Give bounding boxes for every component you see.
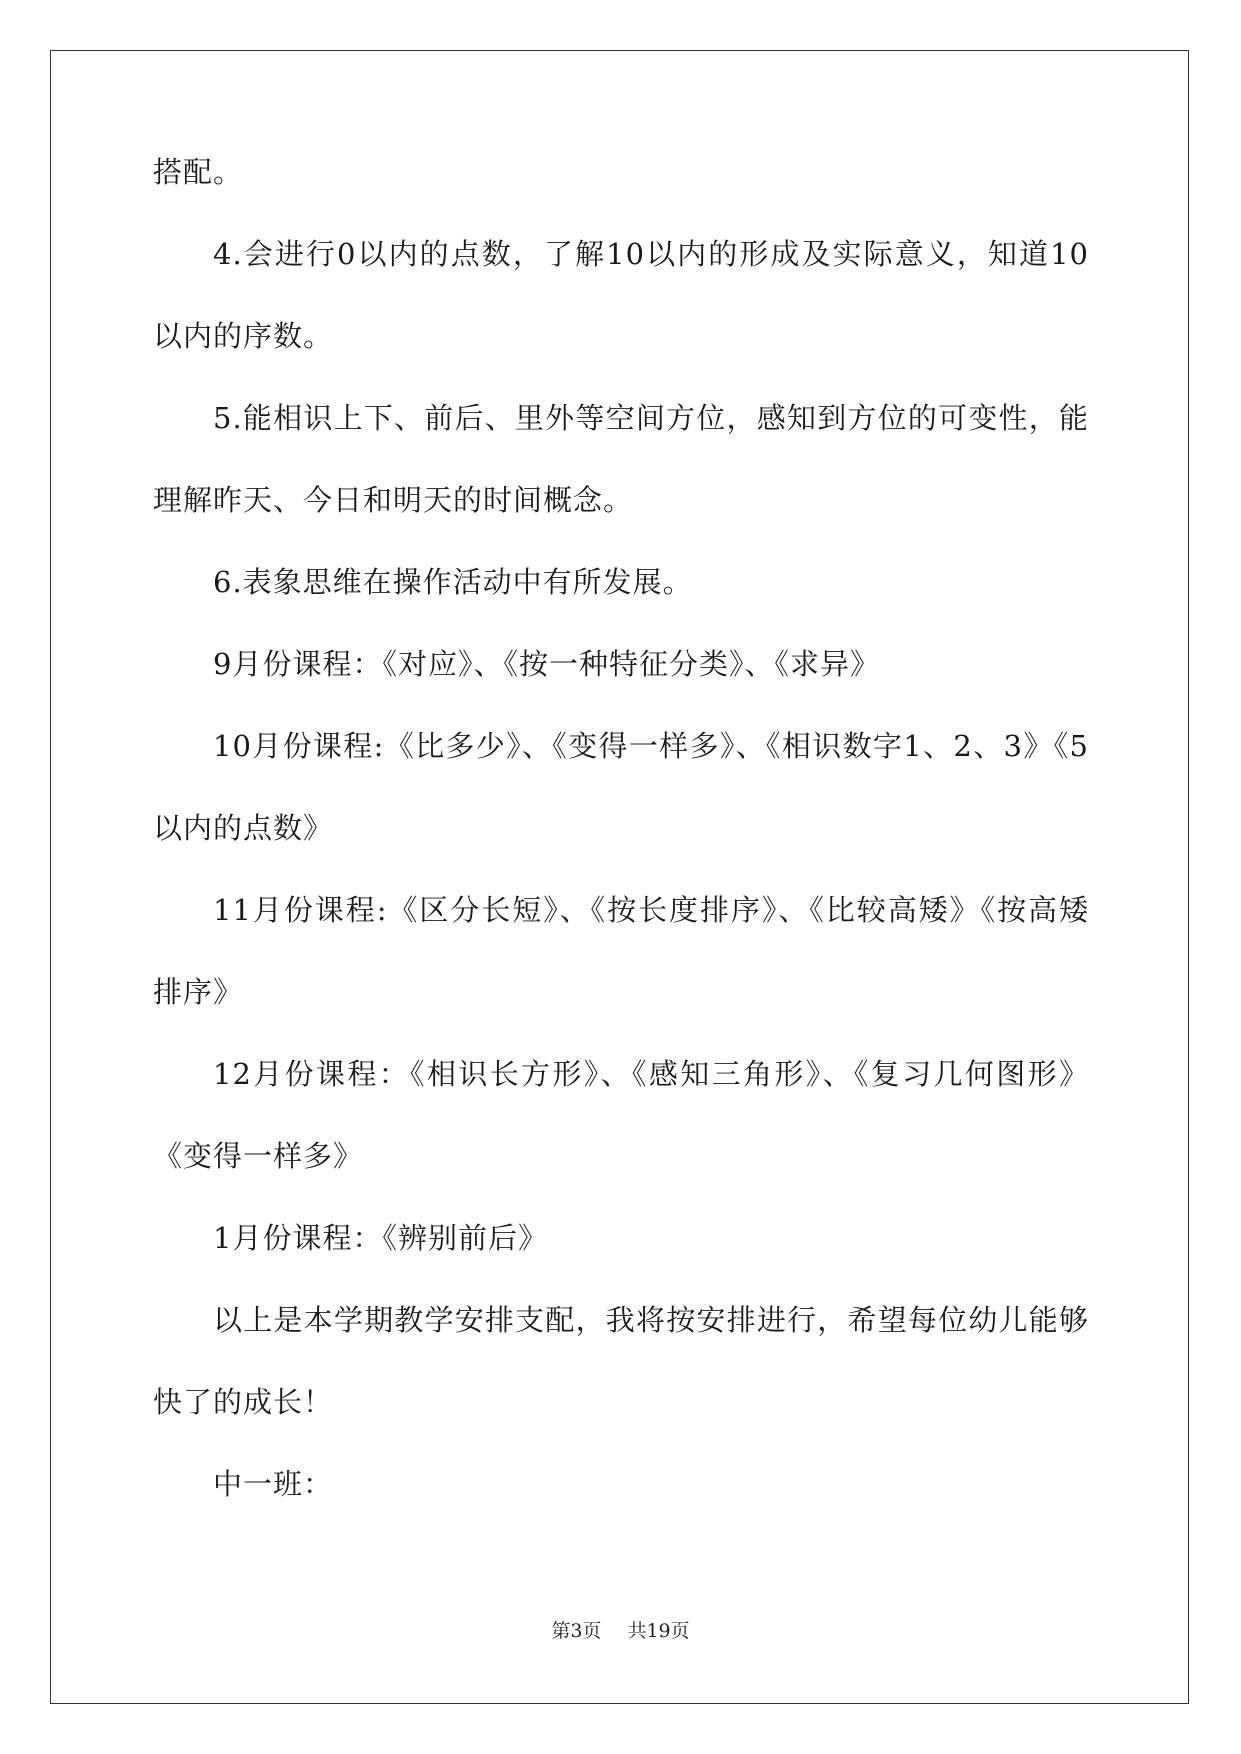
- paragraph-6: 10月份课程:《比多少》、《变得一样多》、《相识数字1、2、3》《5以内的点数》: [153, 729, 1089, 845]
- document-body: [153, 131, 1089, 1525]
- paragraph-9: 1月份课程：《辨别前后》: [213, 1221, 548, 1255]
- paragraph-10: 以上是本学期教学安排支配，我将按安排进行，希望每位幼儿能够快了的成长！: [153, 1303, 1089, 1419]
- paragraph-4: 6.表象思维在操作活动中有所发展。: [213, 565, 693, 599]
- paragraph-11: 中一班：: [213, 1467, 334, 1501]
- paragraph-2: 4.会进行0以内的点数，了解10以内的形成及实际意义，知道10以内的序数。: [153, 237, 1089, 353]
- page-footer: [0, 1616, 1241, 1643]
- paragraph-8: 12月份课程：《相识长方形》、《感知三角形》、《复习几何图形》《变得一样多》: [153, 1057, 1089, 1173]
- paragraph-5: 9月份课程：《对应》、《按一种特征分类》、《求异》: [213, 647, 880, 681]
- paragraph-7: 11月份课程:《区分长短》、《按长度排序》、《比较高矮》《按高矮排序》: [153, 893, 1089, 1009]
- paragraph-1: 搭配。: [153, 155, 244, 189]
- total-pages: 共19页: [627, 1620, 690, 1642]
- paragraph-3: 5.能相识上下、前后、里外等空间方位，感知到方位的可变性，能理解昨天、今日和明天的时间概念。: [153, 401, 1089, 517]
- current-page-number: 第3页: [551, 1620, 602, 1642]
